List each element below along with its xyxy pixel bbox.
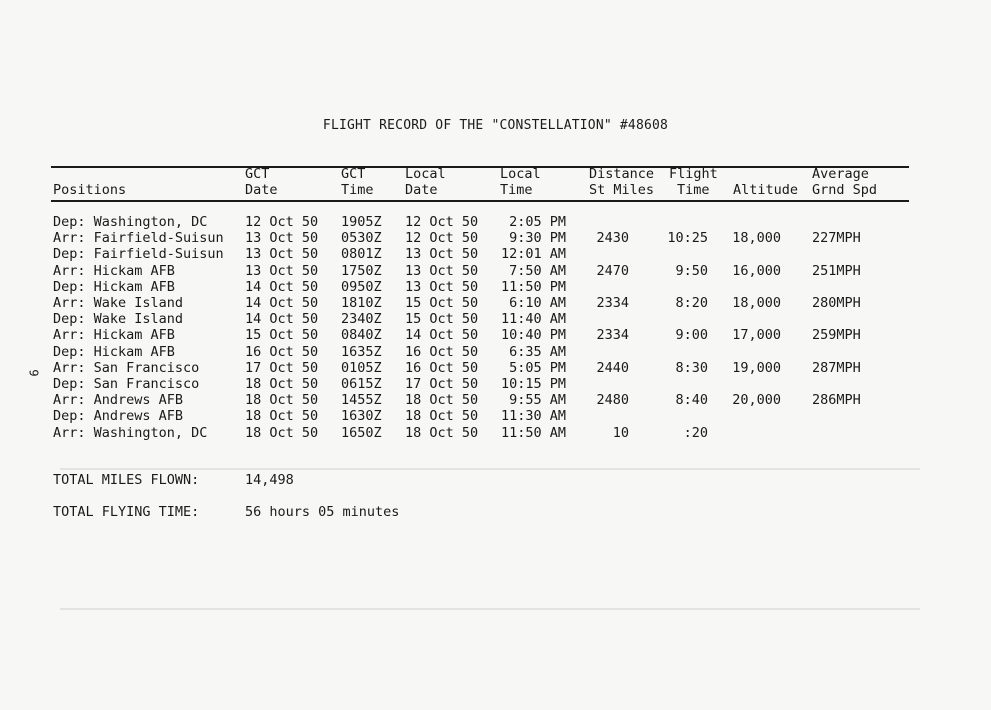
- table-row: [0, 312, 991, 328]
- cell-gct-date: 14 Oct 50: [245, 311, 319, 328]
- table-row: [0, 393, 991, 409]
- cell-flight-time: 9:00: [675, 327, 708, 344]
- cell-local-date: 17 Oct 50: [405, 376, 479, 392]
- cell-position: Arr: Hickam AFB: [53, 327, 175, 344]
- cell-local-time: 9:55 AM: [509, 392, 566, 409]
- column-header-altitude: [733, 167, 798, 198]
- cell-position: Arr: Washington, DC: [53, 424, 208, 441]
- table-row: [0, 296, 991, 312]
- column-header-line1: Average: [812, 166, 869, 182]
- cell-local-time: 11:30 AM: [500, 408, 566, 425]
- table-row: [0, 215, 991, 231]
- table-row: [0, 280, 991, 296]
- table-row: [0, 361, 991, 377]
- cell-position: Arr: Fairfield-Suisun: [53, 230, 224, 247]
- table-row: [0, 231, 991, 247]
- cell-local-time: 2:05 PM: [509, 214, 566, 230]
- cell-distance: 2334: [596, 327, 629, 344]
- cell-local-date: 18 Oct 50: [405, 424, 479, 441]
- cell-avg-speed: 286MPH: [812, 392, 861, 409]
- column-header-line1: Distance: [589, 166, 655, 182]
- cell-gct-time: 1455Z: [341, 392, 382, 409]
- cell-gct-date: 14 Oct 50: [245, 295, 319, 311]
- cell-gct-time: 1810Z: [341, 295, 382, 311]
- cell-local-date: 13 Oct 50: [405, 262, 479, 279]
- cell-local-date: 18 Oct 50: [405, 392, 479, 409]
- column-header-line1: GCT: [245, 166, 270, 182]
- cell-flight-time: 8:40: [675, 392, 708, 409]
- total-value: 14,498: [245, 472, 294, 488]
- cell-local-date: 13 Oct 50: [405, 278, 479, 295]
- page-margin-number: 9: [26, 369, 41, 377]
- cell-gct-time: 1750Z: [341, 262, 382, 279]
- table-row: [0, 328, 991, 344]
- cell-local-time: 6:35 AM: [509, 343, 566, 360]
- total-value: 56 hours 05 minutes: [245, 504, 400, 520]
- cell-gct-date: 12 Oct 50: [245, 214, 319, 230]
- cell-avg-speed: 259MPH: [812, 327, 861, 344]
- cell-gct-date: 18 Oct 50: [245, 408, 319, 425]
- cell-altitude: 20,000: [732, 392, 781, 409]
- cell-local-date: 15 Oct 50: [405, 295, 479, 311]
- cell-gct-date: 14 Oct 50: [245, 278, 319, 295]
- cell-position: Dep: Washington, DC: [53, 214, 208, 230]
- cell-altitude: 18,000: [732, 230, 781, 247]
- cell-gct-time: 0801Z: [341, 246, 382, 263]
- cell-position: Arr: Hickam AFB: [53, 262, 175, 279]
- cell-position: Arr: Andrews AFB: [53, 392, 184, 409]
- cell-local-time: 11:50 AM: [500, 424, 566, 441]
- column-header-flight-time: [669, 167, 718, 198]
- cell-distance: 2480: [596, 392, 629, 409]
- cell-avg-speed: 251MPH: [812, 262, 861, 279]
- cell-gct-date: 13 Oct 50: [245, 262, 319, 279]
- cell-distance: 2430: [596, 230, 629, 247]
- cell-gct-date: 16 Oct 50: [245, 343, 319, 360]
- cell-gct-time: 2340Z: [341, 311, 382, 328]
- cell-avg-speed: 287MPH: [812, 359, 861, 376]
- cell-altitude: 19,000: [732, 359, 781, 376]
- cell-flight-time: 8:30: [675, 359, 708, 376]
- column-header-line2: Grnd Spd: [812, 182, 878, 198]
- cell-local-date: 12 Oct 50: [405, 230, 479, 247]
- column-header-position: [53, 167, 126, 198]
- total-label: TOTAL FLYING TIME:: [53, 504, 200, 520]
- cell-local-time: 10:40 PM: [500, 327, 566, 344]
- cell-gct-date: 18 Oct 50: [245, 376, 319, 392]
- column-header-line1: Local: [405, 166, 446, 182]
- cell-distance: 10: [612, 424, 629, 441]
- cell-gct-time: 1630Z: [341, 408, 382, 425]
- cell-gct-date: 13 Oct 50: [245, 246, 319, 263]
- cell-gct-time: 0840Z: [341, 327, 382, 344]
- cell-gct-time: 1905Z: [341, 214, 382, 230]
- column-header-gct-time: [341, 167, 374, 198]
- cell-gct-time: 1635Z: [341, 343, 382, 360]
- column-header-avg-speed: [812, 167, 877, 198]
- cell-distance: 2440: [596, 359, 629, 376]
- table-row: [0, 377, 991, 393]
- total-label: TOTAL MILES FLOWN:: [53, 472, 200, 488]
- cell-gct-time: 0530Z: [341, 230, 382, 247]
- table-row: [0, 345, 991, 361]
- cell-local-time: 7:50 AM: [509, 262, 566, 279]
- document-title: FLIGHT RECORD OF THE "CONSTELLATION" #48608: [322, 118, 669, 133]
- column-header-line2: Time: [500, 182, 533, 198]
- cell-position: Arr: San Francisco: [53, 359, 200, 376]
- cell-gct-date: 13 Oct 50: [245, 230, 319, 247]
- column-header-line2: Date: [405, 182, 438, 198]
- cell-gct-date: 18 Oct 50: [245, 392, 319, 409]
- cell-gct-date: 17 Oct 50: [245, 359, 319, 376]
- cell-flight-time: 10:25: [667, 230, 708, 247]
- cell-local-date: 14 Oct 50: [405, 327, 479, 344]
- cell-local-time: 12:01 AM: [500, 246, 566, 263]
- cell-altitude: 18,000: [732, 295, 781, 311]
- cell-local-time: 11:40 AM: [500, 311, 566, 328]
- cell-avg-speed: 227MPH: [812, 230, 861, 247]
- cell-flight-time: 8:20: [675, 295, 708, 311]
- cell-distance: 2470: [596, 262, 629, 279]
- column-header-line1: [733, 167, 798, 183]
- cell-local-date: 13 Oct 50: [405, 246, 479, 263]
- column-header-line2: Altitude: [733, 182, 799, 198]
- column-header-line2: Positions: [53, 182, 127, 198]
- table-row: [0, 247, 991, 263]
- cell-local-date: 15 Oct 50: [405, 311, 479, 328]
- column-header-local-date: [405, 167, 446, 198]
- cell-local-time: 9:30 PM: [509, 230, 566, 247]
- cell-position: Dep: Wake Island: [53, 311, 184, 328]
- ghost-rule: [60, 608, 920, 610]
- cell-local-time: 10:15 PM: [500, 376, 566, 392]
- cell-altitude: 16,000: [732, 262, 781, 279]
- column-header-line2: Time: [341, 182, 374, 198]
- bleed-through-ghost: [60, 420, 920, 620]
- cell-position: Arr: Wake Island: [53, 295, 184, 311]
- table-row: [0, 264, 991, 280]
- column-header-line1: GCT: [341, 166, 366, 182]
- cell-gct-time: 0615Z: [341, 376, 382, 392]
- cell-local-time: 11:50 PM: [500, 278, 566, 295]
- cell-avg-speed: 280MPH: [812, 295, 861, 311]
- ghost-rule: [60, 468, 920, 470]
- cell-local-date: 16 Oct 50: [405, 343, 479, 360]
- column-header-line1: Local: [500, 166, 541, 182]
- column-header-gct-date: [245, 167, 278, 198]
- column-header-line2: St Miles: [589, 182, 655, 198]
- cell-distance: 2334: [596, 295, 629, 311]
- column-header-local-time: [500, 167, 541, 198]
- cell-local-date: 12 Oct 50: [405, 214, 479, 230]
- table-header-rule: [51, 200, 909, 202]
- column-header-line2: Date: [245, 182, 278, 198]
- cell-position: Dep: Fairfield-Suisun: [53, 246, 224, 263]
- cell-position: Dep: Andrews AFB: [53, 408, 184, 425]
- cell-gct-time: 1650Z: [341, 424, 382, 441]
- column-header-line1: Flight: [669, 166, 718, 182]
- cell-gct-time: 0950Z: [341, 278, 382, 295]
- cell-gct-date: 15 Oct 50: [245, 327, 319, 344]
- cell-local-time: 5:05 PM: [509, 359, 566, 376]
- cell-gct-date: 18 Oct 50: [245, 424, 319, 441]
- cell-flight-time: 9:50: [675, 262, 708, 279]
- cell-local-date: 16 Oct 50: [405, 359, 479, 376]
- cell-altitude: 17,000: [732, 327, 781, 344]
- cell-position: Dep: Hickam AFB: [53, 343, 175, 360]
- cell-position: Dep: San Francisco: [53, 376, 200, 392]
- column-header-distance: [589, 167, 654, 198]
- cell-position: Dep: Hickam AFB: [53, 278, 175, 295]
- column-header-line1: [53, 167, 126, 183]
- column-header-line2: Time: [677, 182, 710, 198]
- cell-gct-time: 0105Z: [341, 359, 382, 376]
- cell-flight-time: :20: [683, 424, 708, 441]
- cell-local-time: 6:10 AM: [509, 295, 566, 311]
- cell-local-date: 18 Oct 50: [405, 408, 479, 425]
